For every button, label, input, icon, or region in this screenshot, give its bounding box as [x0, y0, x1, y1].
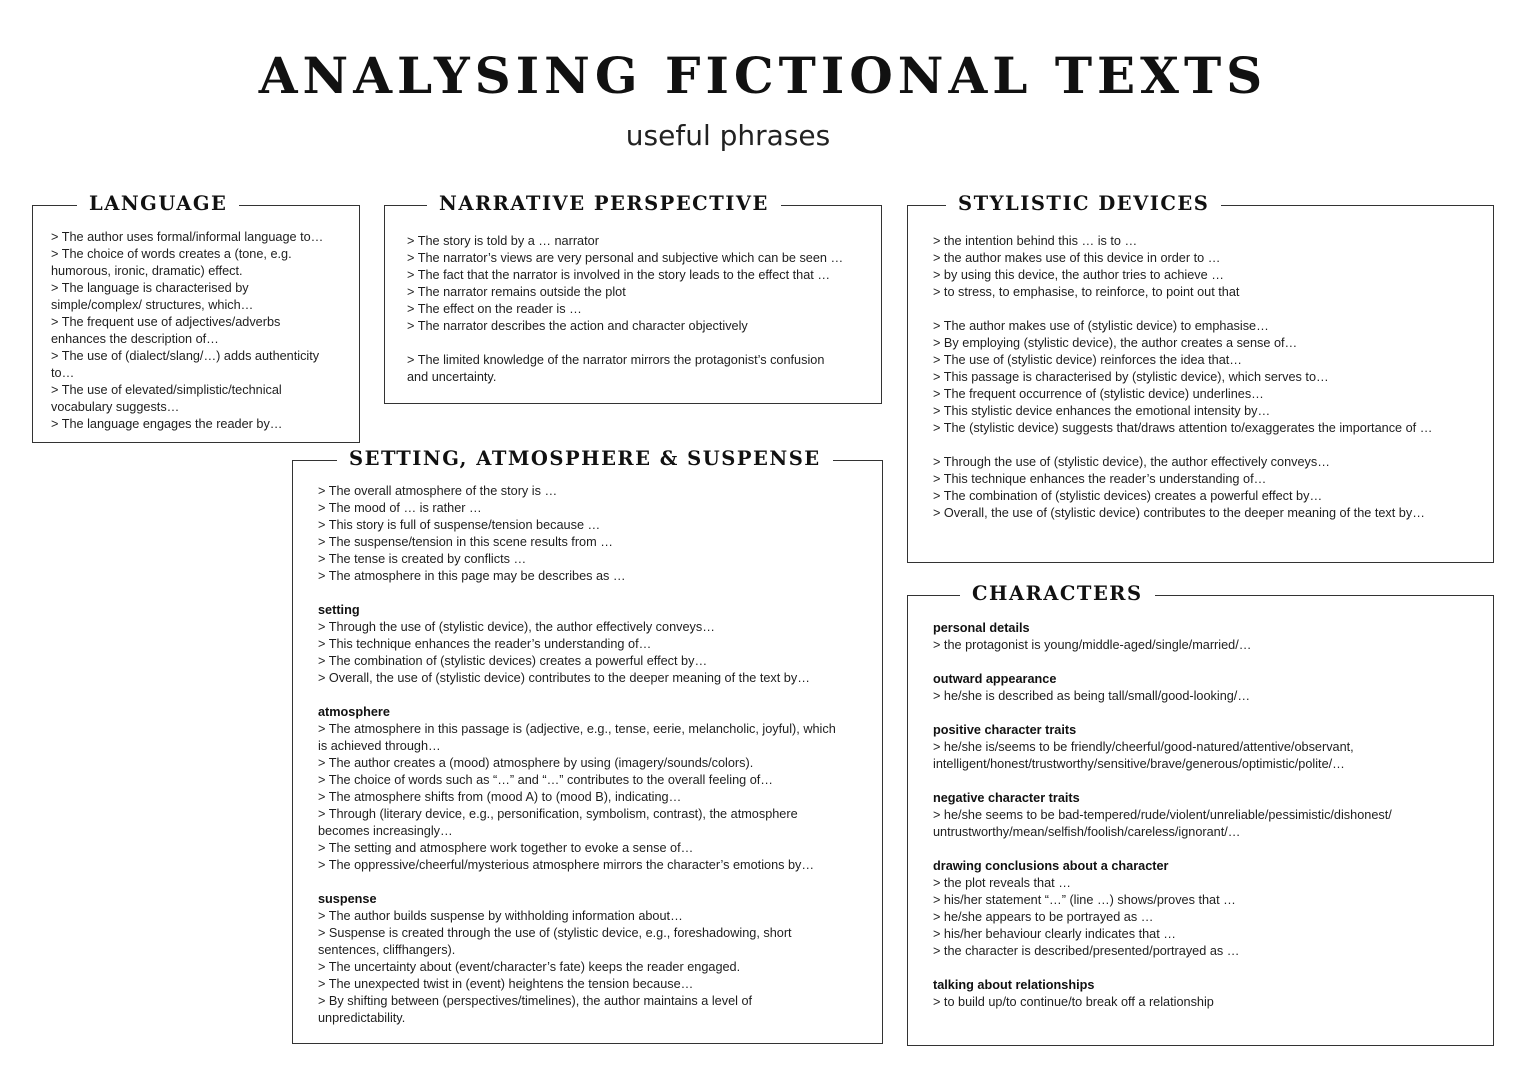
setting-intro-line: > The tense is created by conflicts … [318, 552, 527, 566]
narrative-line: > The effect on the reader is … [407, 302, 582, 316]
relationships-subheading: talking about relationships [933, 978, 1095, 992]
stylistic-line: > The use of (stylistic device) reinforces the idea that… [933, 353, 1242, 367]
atmosphere-line: is achieved through… [318, 739, 441, 753]
setting-atmosphere-suspense-content [318, 483, 878, 1027]
atmosphere-line: > The atmosphere shifts from (mood A) to (mood B), indicating… [318, 790, 682, 804]
suspense-line: unpredictability. [318, 1011, 406, 1025]
atmosphere-subheading: atmosphere [318, 705, 390, 719]
narrative-perspective-content [407, 233, 877, 386]
negative-traits-line: untrustworthy/mean/selfish/foolish/careless/ignorant/… [933, 825, 1241, 839]
setting-subheading: setting [318, 603, 360, 617]
setting-line: > Through the use of (stylistic device), the author effectively conveys… [318, 620, 715, 634]
conclusions-line: > his/her statement “…” (line …) shows/proves that … [933, 893, 1236, 907]
characters-section [907, 582, 1494, 1046]
language-line: > The use of elevated/simplistic/technical [51, 383, 282, 397]
positive-traits-line: intelligent/honest/trustworthy/sensitive/brave/generous/optimistic/polite/… [933, 757, 1345, 771]
negative-traits-line: > he/she seems to be bad-tempered/rude/violent/unreliable/pessimistic/dishonest/ [933, 808, 1392, 822]
page-title: ANALYSING FICTIONAL TEXTS [258, 46, 1268, 105]
stylistic-line: > This passage is characterised by (stylistic device), which serves to… [933, 370, 1329, 384]
suspense-line: > The author builds suspense by withholding information about… [318, 909, 683, 923]
stylistic-line: > the intention behind this … is to … [933, 234, 1138, 248]
stylistic-line: > by using this device, the author tries to achieve … [933, 268, 1224, 282]
narrative-perspective-heading: NARRATIVE PERSPECTIVE [427, 191, 781, 217]
setting-atmosphere-suspense-section [292, 447, 883, 1044]
stylistic-devices-section [907, 192, 1494, 563]
narrative-line: > The narrator’s views are very personal and subjective which can be seen … [407, 251, 844, 265]
conclusions-line: > he/she appears to be portrayed as … [933, 910, 1154, 924]
stylistic-line: > The (stylistic device) suggests that/draws attention to/exaggerates the importance of … [933, 421, 1433, 435]
characters-content [933, 620, 1493, 1011]
language-line: > The language is characterised by [51, 281, 249, 295]
suspense-line: > By shifting between (perspectives/timelines), the author maintains a level of [318, 994, 753, 1008]
suspense-subheading: suspense [318, 892, 377, 906]
stylistic-line: > The combination of (stylistic devices) creates a powerful effect by… [933, 489, 1323, 503]
atmosphere-line: > The atmosphere in this passage is (adjective, e.g., tense, eerie, melancholic, joyful), which [318, 722, 836, 736]
stylistic-line: > the author makes use of this device in order to … [933, 251, 1221, 265]
stylistic-line: > This technique enhances the reader’s understanding of… [933, 472, 1267, 486]
conclusions-line: > his/her behaviour clearly indicates that … [933, 927, 1176, 941]
language-line: to… [51, 366, 75, 380]
setting-atmosphere-suspense-heading: SETTING, ATMOSPHERE & SUSPENSE [337, 446, 833, 472]
conclusions-subheading: drawing conclusions about a character [933, 859, 1169, 873]
language-line: > The frequent use of adjectives/adverbs [51, 315, 281, 329]
atmosphere-line: > The author creates a (mood) atmosphere by using (imagery/sounds/colors). [318, 756, 754, 770]
suspense-line: sentences, cliffhangers). [318, 943, 456, 957]
language-content [51, 229, 351, 433]
setting-intro-line: > The overall atmosphere of the story is … [318, 484, 558, 498]
positive-traits-line: > he/she is/seems to be friendly/cheerful/good-natured/attentive/observant, [933, 740, 1354, 754]
stylistic-devices-content [933, 233, 1493, 522]
language-line: > The use of (dialect/slang/…) adds authenticity [51, 349, 320, 363]
language-line: enhances the description of… [51, 332, 219, 346]
setting-intro-line: > The mood of … is rather … [318, 501, 482, 515]
suspense-line: > Suspense is created through the use of (stylistic device, e.g., foreshadowing, short [318, 926, 792, 940]
stylistic-line: > This stylistic device enhances the emotional intensity by… [933, 404, 1271, 418]
language-section [32, 192, 360, 443]
language-line: > The choice of words creates a (tone, e.g. [51, 247, 292, 261]
stylistic-line: > The author makes use of (stylistic device) to emphasise… [933, 319, 1269, 333]
characters-heading: CHARACTERS [960, 581, 1155, 607]
stylistic-line: > to stress, to emphasise, to reinforce, to point out that [933, 285, 1240, 299]
stylistic-line: > The frequent occurrence of (stylistic device) underlines… [933, 387, 1264, 401]
setting-line: > The combination of (stylistic devices) creates a powerful effect by… [318, 654, 708, 668]
atmosphere-line: > The oppressive/cheerful/mysterious atmosphere mirrors the character’s emotions by… [318, 858, 815, 872]
page-subtitle: useful phrases [625, 119, 831, 152]
language-line: vocabulary suggests… [51, 400, 180, 414]
conclusions-line: > the plot reveals that … [933, 876, 1071, 890]
setting-line: > Overall, the use of (stylistic device) contributes to the deeper meaning of the text by… [318, 671, 810, 685]
atmosphere-line: becomes increasingly… [318, 824, 453, 838]
positive-traits-subheading: positive character traits [933, 723, 1077, 737]
language-line: > The language engages the reader by… [51, 417, 283, 431]
narrative-line: > The fact that the narrator is involved in the story leads to the effect that … [407, 268, 831, 282]
stylistic-devices-heading: STYLISTIC DEVICES [946, 191, 1221, 217]
atmosphere-line: > The setting and atmosphere work together to evoke a sense of… [318, 841, 694, 855]
stylistic-line: > Overall, the use of (stylistic device) contributes to the deeper meaning of the text by… [933, 506, 1425, 520]
narrative-line: > The narrator remains outside the plot [407, 285, 626, 299]
negative-traits-subheading: negative character traits [933, 791, 1080, 805]
language-line: > The author uses formal/informal language to… [51, 230, 324, 244]
setting-intro-line: > The atmosphere in this page may be describes as … [318, 569, 626, 583]
atmosphere-line: > Through (literary device, e.g., personification, symbolism, contrast), the atmosphere [318, 807, 798, 821]
narrative-line: and uncertainty. [407, 370, 497, 384]
narrative-line: > The limited knowledge of the narrator mirrors the protagonist’s confusion [407, 353, 825, 367]
language-line: humorous, ironic, dramatic) effect. [51, 264, 243, 278]
narrative-perspective-section [384, 192, 882, 404]
suspense-line: > The uncertainty about (event/character’s fate) keeps the reader engaged. [318, 960, 741, 974]
outward-appearance-line: > he/she is described as being tall/small/good-looking/… [933, 689, 1251, 703]
narrative-line: > The narrator describes the action and character objectively [407, 319, 748, 333]
language-line: simple/complex/ structures, which… [51, 298, 254, 312]
narrative-line: > The story is told by a … narrator [407, 234, 599, 248]
setting-line: > This technique enhances the reader’s understanding of… [318, 637, 652, 651]
outward-appearance-subheading: outward appearance [933, 672, 1057, 686]
stylistic-line: > By employing (stylistic device), the author creates a sense of… [933, 336, 1298, 350]
language-heading: LANGUAGE [77, 191, 239, 217]
personal-details-subheading: personal details [933, 621, 1030, 635]
suspense-line: > The unexpected twist in (event) heightens the tension because… [318, 977, 694, 991]
relationships-line: > to build up/to continue/to break off a relationship [933, 995, 1214, 1009]
conclusions-line: > the character is described/presented/portrayed as … [933, 944, 1240, 958]
stylistic-line: > Through the use of (stylistic device), the author effectively conveys… [933, 455, 1330, 469]
setting-intro-line: > The suspense/tension in this scene results from … [318, 535, 613, 549]
personal-details-line: > the protagonist is young/middle-aged/single/married/… [933, 638, 1252, 652]
atmosphere-line: > The choice of words such as “…” and “…” contributes to the overall feeling of… [318, 773, 773, 787]
setting-intro-line: > This story is full of suspense/tension because … [318, 518, 601, 532]
